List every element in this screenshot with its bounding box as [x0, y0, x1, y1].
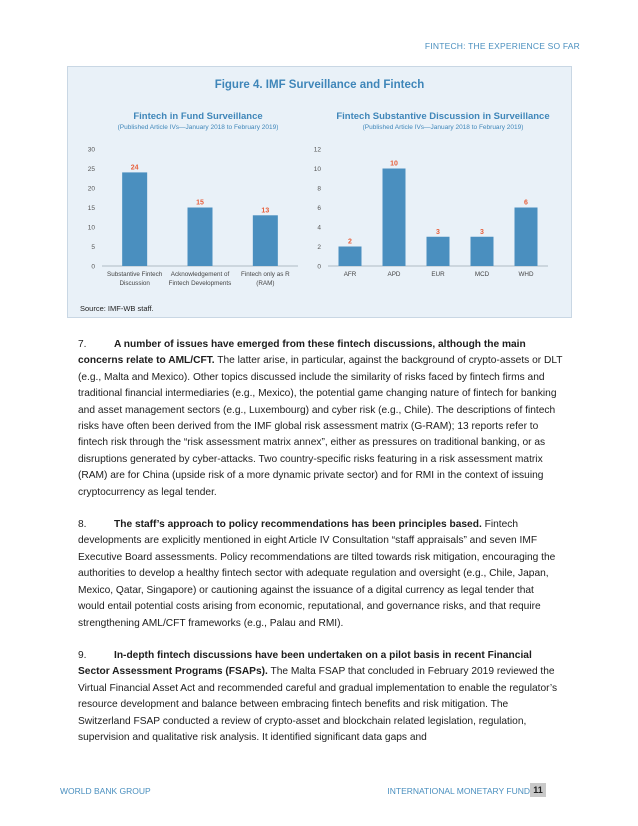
footer-left: WORLD BANK GROUP [60, 786, 151, 796]
page-number: 11 [530, 783, 546, 797]
right-y-tick-label: 0 [317, 263, 321, 271]
left-bar [253, 215, 278, 266]
paragraph-lead: A number of issues have emerged from these fintech discussions, although the main concerns relate to AML/CFT. [78, 339, 526, 367]
right-category-label: WHD [518, 271, 534, 278]
running-header: FINTECH: THE EXPERIENCE SO FAR [424, 41, 580, 51]
left-y-tick-label: 10 [87, 224, 95, 232]
left-y-tick-label: 0 [91, 263, 95, 271]
paragraph-body: Fintech developments are explicitly mentioned in eight Article IV Consultation “staff appraisals” and seven IMF Executive Board assessments. Policy recommendations are tilted towards risk mitigation, encouraging the authorities to develop a healthy fintech sector with adequate regulation and oversight (e.g., Chile, Japan, Mexico, Qatar, Singapore) or cautioning against the issuance of a digital currency as legal tender that would entail potential costs arising from economic, reputational, and governance risks, and that require strengthening AML/CFT frameworks (e.g., Palau and RMI). [78, 519, 556, 629]
left-category-label: Acknowledgement of [170, 271, 230, 278]
left-y-tick-label: 30 [87, 146, 95, 154]
right-chart-title: Fintech Substantive Discussion in Surveillance [336, 111, 550, 122]
paragraph-9 [78, 648, 563, 746]
left-y-tick-label: 15 [87, 205, 95, 212]
figure-source: Source: IMF-WB staff. [80, 304, 154, 313]
right-data-label: 3 [480, 228, 484, 236]
figure-title: Figure 4. IMF Surveillance and Fintech [214, 79, 425, 91]
right-y-tick-label: 6 [317, 205, 321, 212]
footer-right: INTERNATIONAL MONETARY FUND [387, 786, 530, 796]
paragraph-lead: In-depth fintech discussions have been undertaken on a pilot basis in recent Financial Sector Assessment Programs (FSAPs). [78, 649, 532, 678]
body-text [78, 337, 563, 762]
right-y-tick-label: 4 [317, 224, 321, 232]
left-y-tick-label: 5 [91, 244, 95, 251]
left-y-tick-label: 20 [87, 185, 95, 193]
paragraph-number: 9. [78, 649, 87, 661]
left-bar [188, 208, 213, 267]
left-data-label: 15 [196, 199, 204, 207]
right-data-label: 3 [436, 228, 440, 236]
right-y-tick-label: 10 [313, 166, 321, 173]
right-category-label: MCD [474, 271, 490, 278]
left-data-label: 13 [261, 207, 270, 215]
paragraph-7 [78, 337, 563, 501]
right-y-tick-label: 2 [317, 244, 321, 251]
left-y-tick-label: 25 [87, 166, 95, 173]
left-category-label: (RAM) [256, 280, 275, 287]
right-data-label: 2 [348, 238, 352, 246]
right-data-label: 10 [390, 160, 398, 168]
left-category-label: Fintech only as R [241, 271, 290, 278]
paragraph-body: The Malta FSAP that concluded in February 2019 reviewed the Virtual Financial Asset Act and recommended careful and gradual implementation to enable the regulator’s resource development and balance between embracing fintech benefits and risk mitigation. The Switzerland FSAP conducted a review of crypto-asset and blockchain related legislation, regulation, supervision and qualitative risk analysis. It identified significant data gaps and [78, 666, 558, 743]
left-chart-title: Fintech in Fund Surveillance [133, 111, 263, 122]
right-category-label: APD [387, 271, 401, 278]
paragraph-body: The latter arise, in particular, against the background of crypto-assets or DLT (e.g., Malta and Mexico). Other topics discussed include the similarity of risks faced by fintech firms and traditional financial intermediaries (e.g., Mexico), the potential game changing nature of fintech for banking and asset management sectors (e.g., Luxembourg) and cyber risk (e.g., Chile). The descriptions of fintech risks have often been derived from the IMF global risk assessment matrix (G-RAM); 13 reports refer to fintech risk through the “risk assessment matrix annex”, either as pressures on traditional banking, or as disruptions generated by cyber-attacks. Two country-specific risks featuring in a risk assessment matrix (RAM) are for China (upside risk of a more dynamic private sector) and for RMI in the context of issuing cryptocurrency as legal tender. [78, 355, 563, 498]
right-category-label: AFR [343, 271, 357, 278]
left-category-label: Discussion [119, 280, 150, 287]
left-category-label: Substantive Fintech [107, 271, 163, 278]
fintech-bar-charts [68, 67, 571, 317]
left-category-label: Fintech Developments [168, 280, 232, 287]
figure-4 [67, 66, 572, 318]
right-bar [427, 237, 450, 266]
right-bar [383, 169, 406, 267]
paragraph-number: 8. [78, 519, 87, 531]
right-bar [515, 208, 538, 267]
right-y-tick-label: 8 [317, 185, 321, 193]
left-data-label: 24 [130, 164, 139, 172]
right-data-label: 6 [524, 199, 528, 207]
paragraph-lead: The staff’s approach to policy recommendations has been principles based. [114, 519, 482, 531]
left-chart-subtitle: (Published Article IVs—January 2018 to February 2019) [117, 124, 279, 131]
paragraph-number: 7. [78, 339, 87, 350]
right-chart-subtitle: (Published Article IVs—January 2018 to February 2019) [362, 124, 524, 131]
right-bar [339, 247, 362, 267]
left-bar [122, 172, 147, 266]
right-category-label: EUR [431, 271, 445, 278]
right-bar [471, 237, 494, 266]
right-y-tick-label: 12 [313, 146, 321, 154]
paragraph-8 [78, 517, 563, 632]
